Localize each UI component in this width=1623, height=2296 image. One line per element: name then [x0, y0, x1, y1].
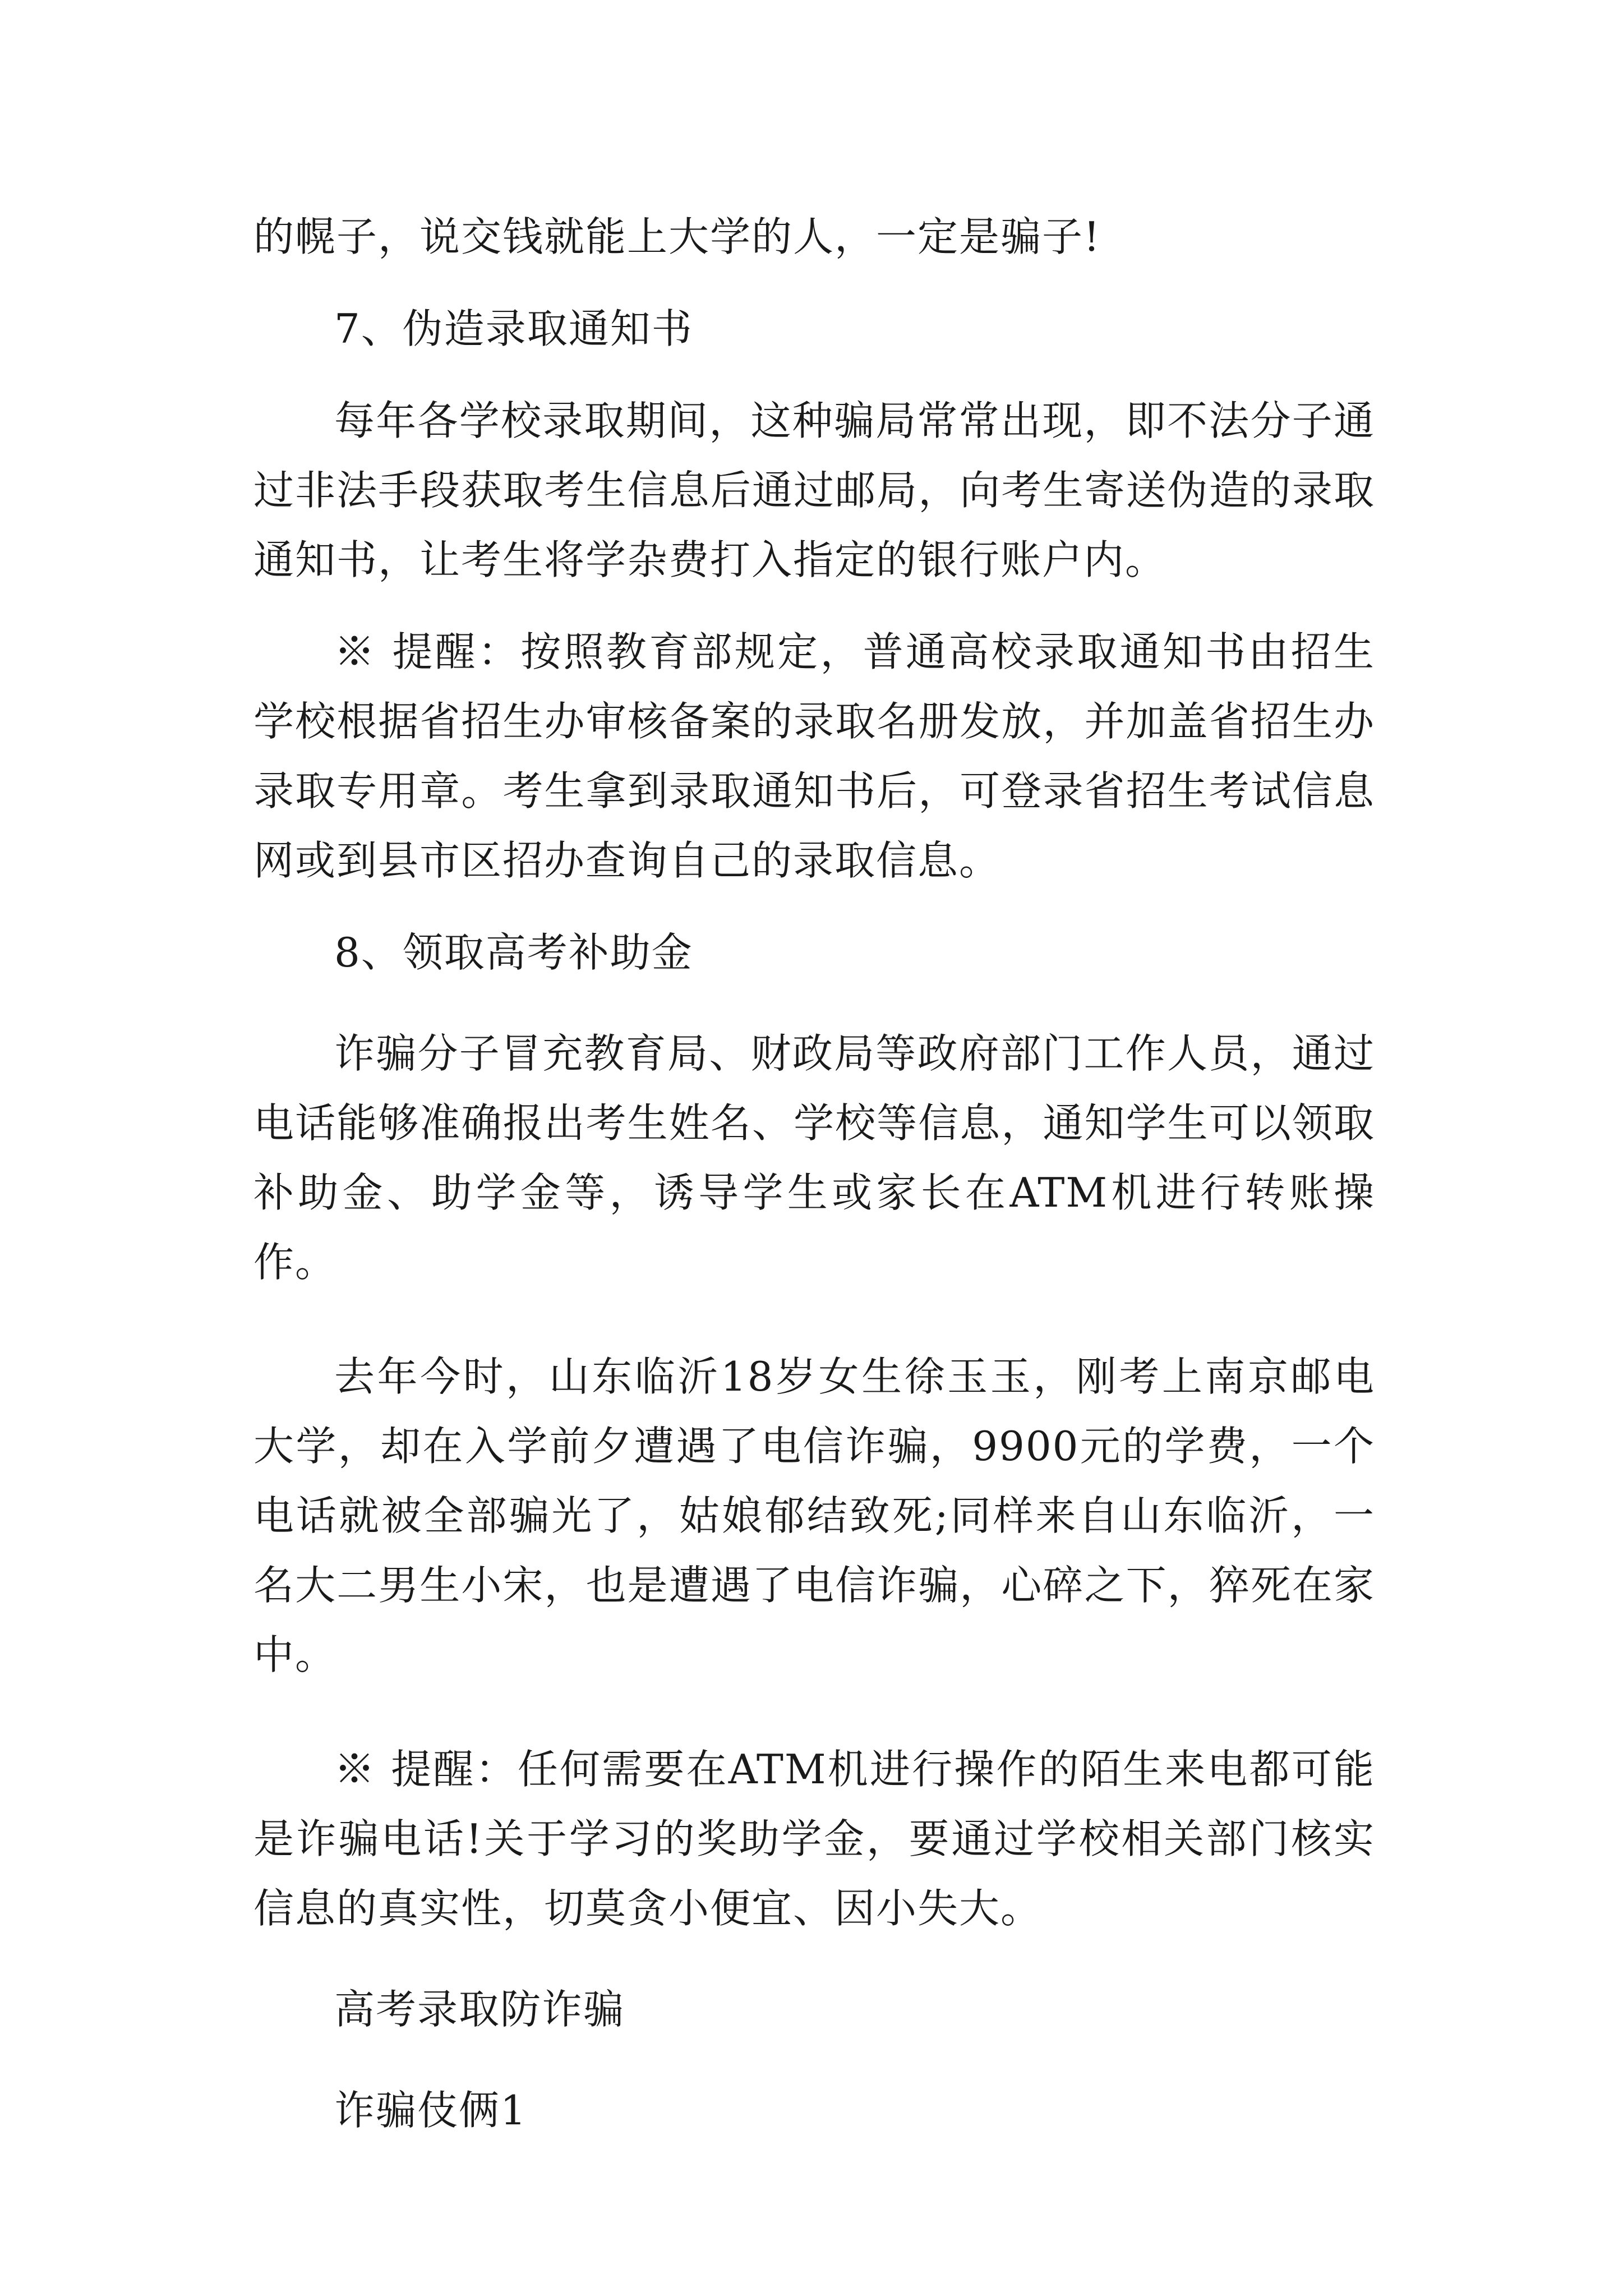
paragraph-subsidy-scam: 诈骗分子冒充教育局、财政局等政府部门工作人员，通过电话能够准确报出考生姓名、学校等信息，通知学生可以领取补助金、助学金等，诱导学生或家长在ATM机进行转账操作。 [253, 1030, 1375, 1286]
paragraph-case-example: 去年今时，山东临沂18岁女生徐玉玉，刚考上南京邮电大学，却在入学前夕遭遇了电信诈骗，9900元的学费，一个电话就被全部骗光了，姑娘郁结致死;同样来自山东临沂，一名大二男生小宋，也是遭遇了电信诈骗，心碎之下，猝死在家中。 [253, 1353, 1375, 1678]
section-heading-8: 8、领取高考补助金 [334, 929, 693, 976]
paragraph-reminder-2: ※ 提醒：任何需要在ATM机进行操作的陌生来电都可能是诈骗电话!关于学习的奖助学金，要通过学校相关部门核实信息的真实性，切莫贪小便宜、因小失大。 [253, 1746, 1375, 1932]
section-heading-trick-1: 诈骗伎俩1 [334, 2087, 527, 2134]
paragraph-continuation: 的幌子，说交钱就能上大学的人，一定是骗子! [253, 213, 1101, 260]
paragraph-reminder-1: ※ 提醒：按照教育部规定，普通高校录取通知书由招生学校根据省招生办审核备案的录取名册发放，并加盖省招生办录取专用章。考生拿到录取通知书后，可登录省招生考试信息网或到县市区招办查询自己的录取信息。 [253, 628, 1375, 884]
section-heading-7: 7、伪造录取通知书 [334, 305, 693, 352]
section-heading-anti-fraud: 高考录取防诈骗 [334, 1986, 625, 2033]
document-page [253, 202, 1375, 2145]
paragraph-forged-notice: 每年各学校录取期间，这种骗局常常出现，即不法分子通过非法手段获取考生信息后通过邮局，向考生寄送伪造的录取通知书，让考生将学杂费打入指定的银行账户内。 [253, 397, 1375, 583]
